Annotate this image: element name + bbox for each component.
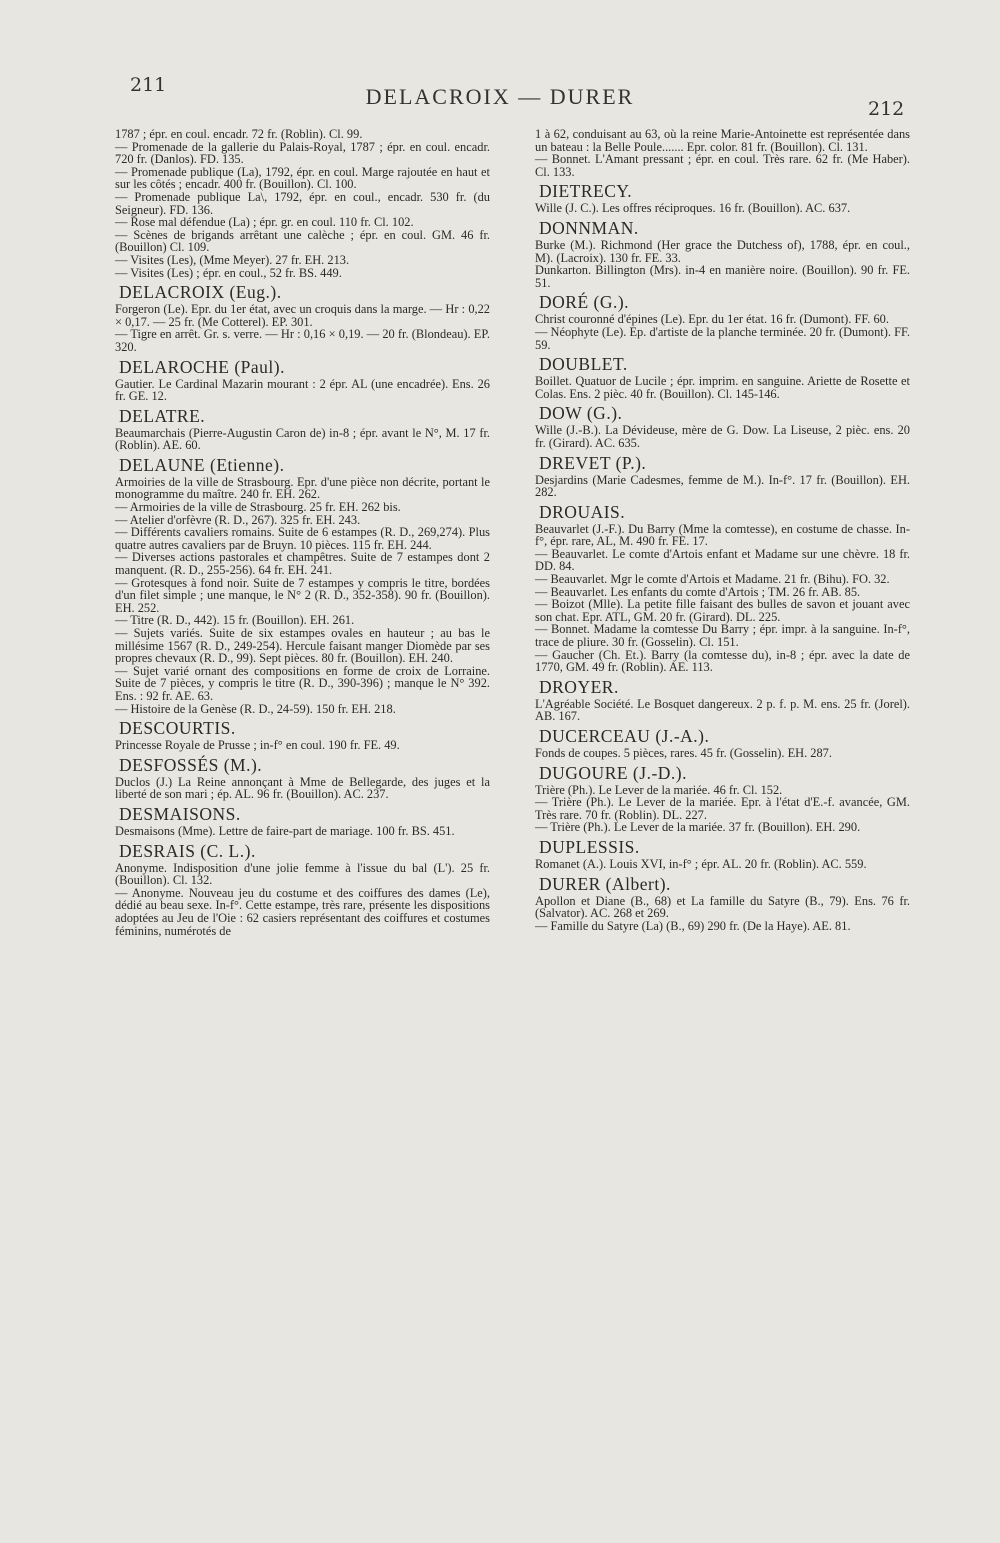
artist-heading: DESRAIS (C. L.). [119, 840, 256, 861]
artist-heading: DIETRECY. [539, 181, 633, 202]
artist-heading: DESMAISONS. [119, 803, 241, 824]
right-page-number: 212 [868, 98, 905, 120]
catalogue-entry: Desjardins (Marie Cadesmes, femme de M.). In-f°. 17 fr. (Bouillon). EH. 282. [535, 472, 910, 500]
artist-heading: DROUAIS. [539, 501, 626, 522]
catalogue-entry: — Titre (R. D., 442). 15 fr. (Bouillon). EH. 261. [115, 613, 355, 628]
catalogue-entry: — Promenade publique La\, 1792, épr. en coul., encadr. 530 fr. (du Seigneur). FD. 136. [115, 189, 490, 217]
artist-section [115, 841, 490, 938]
artist-section [535, 292, 910, 351]
catalogue-entry: — Diverses actions pastorales et champêtres. Suite de 7 estampes dont 2 manquent. (R. D., 255-256). 64 fr. EH. 241. [115, 550, 490, 578]
catalogue-entry: — Scènes de brigands arrêtant une calèche ; épr. en coul. GM. 46 fr. (Bouillon) Cl. 109. [115, 227, 490, 255]
catalogue-entry: — Armoiries de la ville de Strasbourg. 25 fr. EH. 262 bis. [115, 500, 401, 515]
catalogue-entry: Burke (M.). Richmond (Her grace the Dutchess of), 1788, épr. en coul., M). (Lacroix). 130 fr. FE. 33. [535, 237, 910, 265]
catalogue-entry: Apollon et Diane (B., 68) et La famille du Satyre (B., 79). Ens. 76 fr. (Salvator). AC. 268 et 269. [535, 893, 910, 921]
catalogue-entry: — Beauvarlet. Les enfants du comte d'Artois ; TM. 26 fr. AB. 85. [535, 584, 861, 599]
catalogue-entry: — Atelier d'orfèvre (R. D., 267). 325 fr. EH. 243. [115, 512, 361, 527]
artist-heading: DONNMAN. [539, 217, 639, 238]
artist-section [535, 354, 910, 400]
artist-heading: DUGOURE (J.-D.). [539, 762, 687, 783]
catalogue-entry: — Gaucher (Ch. Et.). Barry (la comtesse du), in-8 ; épr. avec la date de 1770, GM. 49 fr. (Roblin). AE. 113. [535, 647, 910, 675]
catalogue-entry: — Néophyte (Le). Ep. d'artiste de la planche terminée. 20 fr. (Dumont). FF. 59. [535, 324, 910, 352]
artist-heading: DORÉ (G.). [539, 292, 630, 313]
catalogue-entry: Duclos (J.) La Reine annonçant à Mme de Bellegarde, des juges et la liberté de son mari ; ép. AL. 96 fr. (Bouillon). AC. 237. [115, 774, 490, 802]
catalogue-entry: — Bonnet. Madame la comtesse Du Barry ; épr. impr. à la sanguine. In-f°, trace de pliure. 30 fr. (Gosselin). Cl. 151. [535, 622, 910, 650]
catalogue-entry: — Famille du Satyre (La) (B., 69) 290 fr. (De la Haye). AE. 81. [535, 918, 851, 933]
artist-heading: DESCOURTIS. [119, 718, 236, 739]
catalogue-entry: — Bonnet. L'Amant pressant ; épr. en coul. Très rare. 62 fr. (Me Haber). Cl. 133. [535, 152, 910, 179]
catalogue-entry: — Anonyme. Nouveau jeu du costume et des coiffures des dames (Le), dédié au beau sexe. In-f°. Cette estampe, très rare, présente les dispositions adoptées au Jeu de l'Oie : 62 casiers représentant des coiffures et costumes féminins, numérotés de [115, 885, 490, 938]
running-head: DELACROIX — DURER [365, 84, 635, 109]
catalogue-entry: Gautier. Le Cardinal Mazarin mourant : 2 épr. AL (une encadrée). Ens. 26 fr. GE. 12. [115, 376, 490, 404]
artist-heading: DOW (G.). [539, 403, 623, 424]
catalogue-entry: 1787 ; épr. en coul. encadr. 72 fr. (Roblin). Cl. 99. [115, 127, 363, 141]
catalogue-entry: — Grotesques à fond noir. Suite de 7 estampes y compris le titre, bordées d'un filet simple ; une manque, le N° 2 (R. D., 352-358). 90 fr. (Bouillon). EH. 252. [115, 575, 490, 615]
artist-heading: DELATRE. [119, 405, 206, 426]
artist-heading: DELAROCHE (Paul). [119, 356, 285, 377]
artist-section [535, 181, 910, 215]
artist-section [115, 406, 490, 452]
artist-section [115, 357, 490, 403]
catalogue-entry: Trière (Ph.). Le Lever de la mariée. 46 fr. Cl. 152. [535, 782, 783, 797]
catalogue-entry: — Sujets variés. Suite de six estampes ovales en hauteur ; au bas le millésime 1567 (R. D., 249-254). Hercule faisant manger Diomède par ses propres chevaux (R. D., 99). Sept pièces. 80 fr. (Bouillon). EH. 240. [115, 626, 490, 666]
artist-heading: DELACROIX (Eug.). [119, 282, 282, 303]
catalogue-entry: L'Agréable Société. Le Bosquet dangereux. 2 p. f. p. M. ens. 25 fr. (Jorel). AB. 167. [535, 696, 910, 724]
artist-section [535, 218, 910, 289]
artist-heading: DUCERCEAU (J.-A.). [539, 726, 710, 746]
catalogue-entry: — Beauvarlet. Le comte d'Artois enfant et Madame sur une chèvre. 18 fr. DD. 84. [535, 546, 910, 574]
catalogue-entry: — Histoire de la Genèse (R. D., 24-59). 150 fr. EH. 218. [115, 701, 396, 716]
catalogue-entry: Armoiries de la ville de Strasbourg. Epr. d'une pièce non décrite, portant le monogramme du maître. 240 fr. EH. 262. [115, 474, 490, 502]
artist-section [535, 502, 910, 674]
catalogue-entry: Boillet. Quatuor de Lucile ; épr. imprim. en sanguine. Ariette de Rosette et Colas. Ens. 2 pièc. 40 fr. (Bouillon). Cl. 145-146. [535, 374, 910, 401]
artist-section [115, 804, 490, 838]
artist-section [115, 128, 490, 279]
catalogue-entry: Wille (J. C.). Les offres réciproques. 16 fr. (Bouillon). AC. 637. [535, 201, 851, 216]
artist-section [535, 128, 910, 178]
artist-heading: DELAUNE (Etienne). [119, 454, 285, 475]
catalogue-entry: Anonyme. Indisposition d'une jolie femme à l'issue du bal (L'). 25 fr. (Bouillon). Cl. 132. [115, 860, 490, 888]
artist-section [535, 763, 910, 834]
artist-heading: DREVET (P.). [539, 452, 647, 473]
catalogue-entry: — Tigre en arrêt. Gr. s. verre. — Hr : 0,16 × 0,19. — 20 fr. (Blondeau). EP. 320. [115, 327, 490, 354]
right-column [535, 128, 910, 932]
catalogue-entry: Desmaisons (Mme). Lettre de faire-part de mariage. 100 fr. BS. 451. [115, 823, 455, 838]
artist-section [535, 677, 910, 723]
catalogue-entry: Princesse Royale de Prusse ; in-f° en coul. 190 fr. FE. 49. [115, 738, 400, 753]
catalogue-entry: — Trière (Ph.). Le Lever de la mariée. Epr. à l'état d'E.-f. avancée, GM. Très rare. 70 fr. (Roblin). DL. 227. [535, 795, 910, 822]
catalogue-entry: Beaumarchais (Pierre-Augustin Caron de) in-8 ; épr. avant le N°, M. 17 fr. (Roblin). AE. 60. [115, 425, 490, 453]
artist-section [115, 755, 490, 801]
artist-heading: DUPLESSIS. [539, 836, 640, 857]
artist-section [535, 874, 910, 933]
artist-section [535, 403, 910, 449]
catalogue-entry: Beauvarlet (J.-F.). Du Barry (Mme la comtesse), en costume de chasse. In-f°, épr. rare, AL, M. 490 fr. FE. 17. [535, 521, 910, 549]
catalogue-entry: — Boizot (Mlle). La petite fille faisant des bulles de savon et jouant avec son chat. Epr. ATL, GM. 20 fr. (Girard). DL. 225. [535, 597, 910, 624]
catalogue-entry: — Promenade publique (La), 1792, épr. en coul. Marge rajoutée en haut et sur les côtés ; encadr. 400 fr. (Bouillon). Cl. 100. [115, 164, 490, 192]
catalogue-entry: — Visites (Les), (Mme Meyer). 27 fr. EH. 213. [115, 252, 350, 267]
catalogue-entry: Romanet (A.). Louis XVI, in-f° ; épr. AL. 20 fr. (Roblin). AC. 559. [535, 856, 867, 871]
artist-heading: DESFOSSÉS (M.). [119, 754, 263, 775]
artist-heading: DURER (Albert). [539, 873, 671, 894]
artist-section [535, 726, 910, 760]
artist-section [535, 837, 910, 871]
catalogue-entry: — Visites (Les) ; épr. en coul., 52 fr. BS. 449. [115, 265, 342, 280]
catalogue-entry: — Beauvarlet. Mgr le comte d'Artois et Madame. 21 fr. (Bihu). FO. 32. [535, 572, 890, 587]
left-page-number: 211 [130, 74, 167, 96]
artist-heading: DROYER. [539, 676, 619, 697]
catalogue-entry: — Sujet varié ornant des compositions en forme de croix de Lorraine. Suite de 7 pièces, y compris le titre (R. D., 390-396) ; manque le N° 392. Ens. : 92 fr. AE. 63. [115, 663, 490, 703]
catalogue-entry: — Promenade de la gallerie du Palais-Royal, 1787 ; épr. en coul. encadr. 720 fr. (Danlos). FD. 135. [115, 139, 490, 167]
catalogue-entry: — Trière (Ph.). Le Lever de la mariée. 37 fr. (Bouillon). EH. 290. [535, 820, 861, 835]
catalogue-entry: Wille (J.-B.). La Dévideuse, mère de G. Dow. La Liseuse, 2 pièc. ens. 20 fr. (Girard). AC. 635. [535, 423, 910, 450]
catalogue-entry: — Différents cavaliers romains. Suite de 6 estampes (R. D., 269,274). Plus quatre autres cavaliers par de Bruyn. 10 pièces. 115 fr. EH. 244. [115, 525, 490, 552]
catalogue-entry: Dunkarton. Billington (Mrs). in-4 en manière noire. (Bouillon). 90 fr. FE. 51. [535, 263, 910, 290]
catalogue-entry: 1 à 62, conduisant au 63, où la reine Marie-Antoinette est représentée dans un bateau : la Belle Poule....... Epr. color. 81 fr. (Bouillon). Cl. 131. [535, 127, 910, 154]
catalogue-entry: Christ couronné d'épines (Le). Epr. du 1er état. 16 fr. (Dumont). FF. 60. [535, 312, 889, 327]
catalogue-entry: Forgeron (Le). Epr. du 1er état, avec un croquis dans la marge. — Hr : 0,22 × 0,17. — 25 fr. (Me Cotterel). EP. 301. [115, 302, 490, 329]
artist-section [115, 718, 490, 752]
catalogue-entry: — Rose mal défendue (La) ; épr. gr. en coul. 110 fr. Cl. 102. [115, 215, 414, 230]
artist-section [115, 455, 490, 715]
artist-section [115, 282, 490, 353]
catalogue-entry: Fonds de coupes. 5 pièces, rares. 45 fr. (Gosselin). EH. 287. [535, 746, 832, 760]
artist-heading: DOUBLET. [539, 354, 628, 375]
left-column [115, 128, 490, 937]
artist-section [535, 453, 910, 499]
